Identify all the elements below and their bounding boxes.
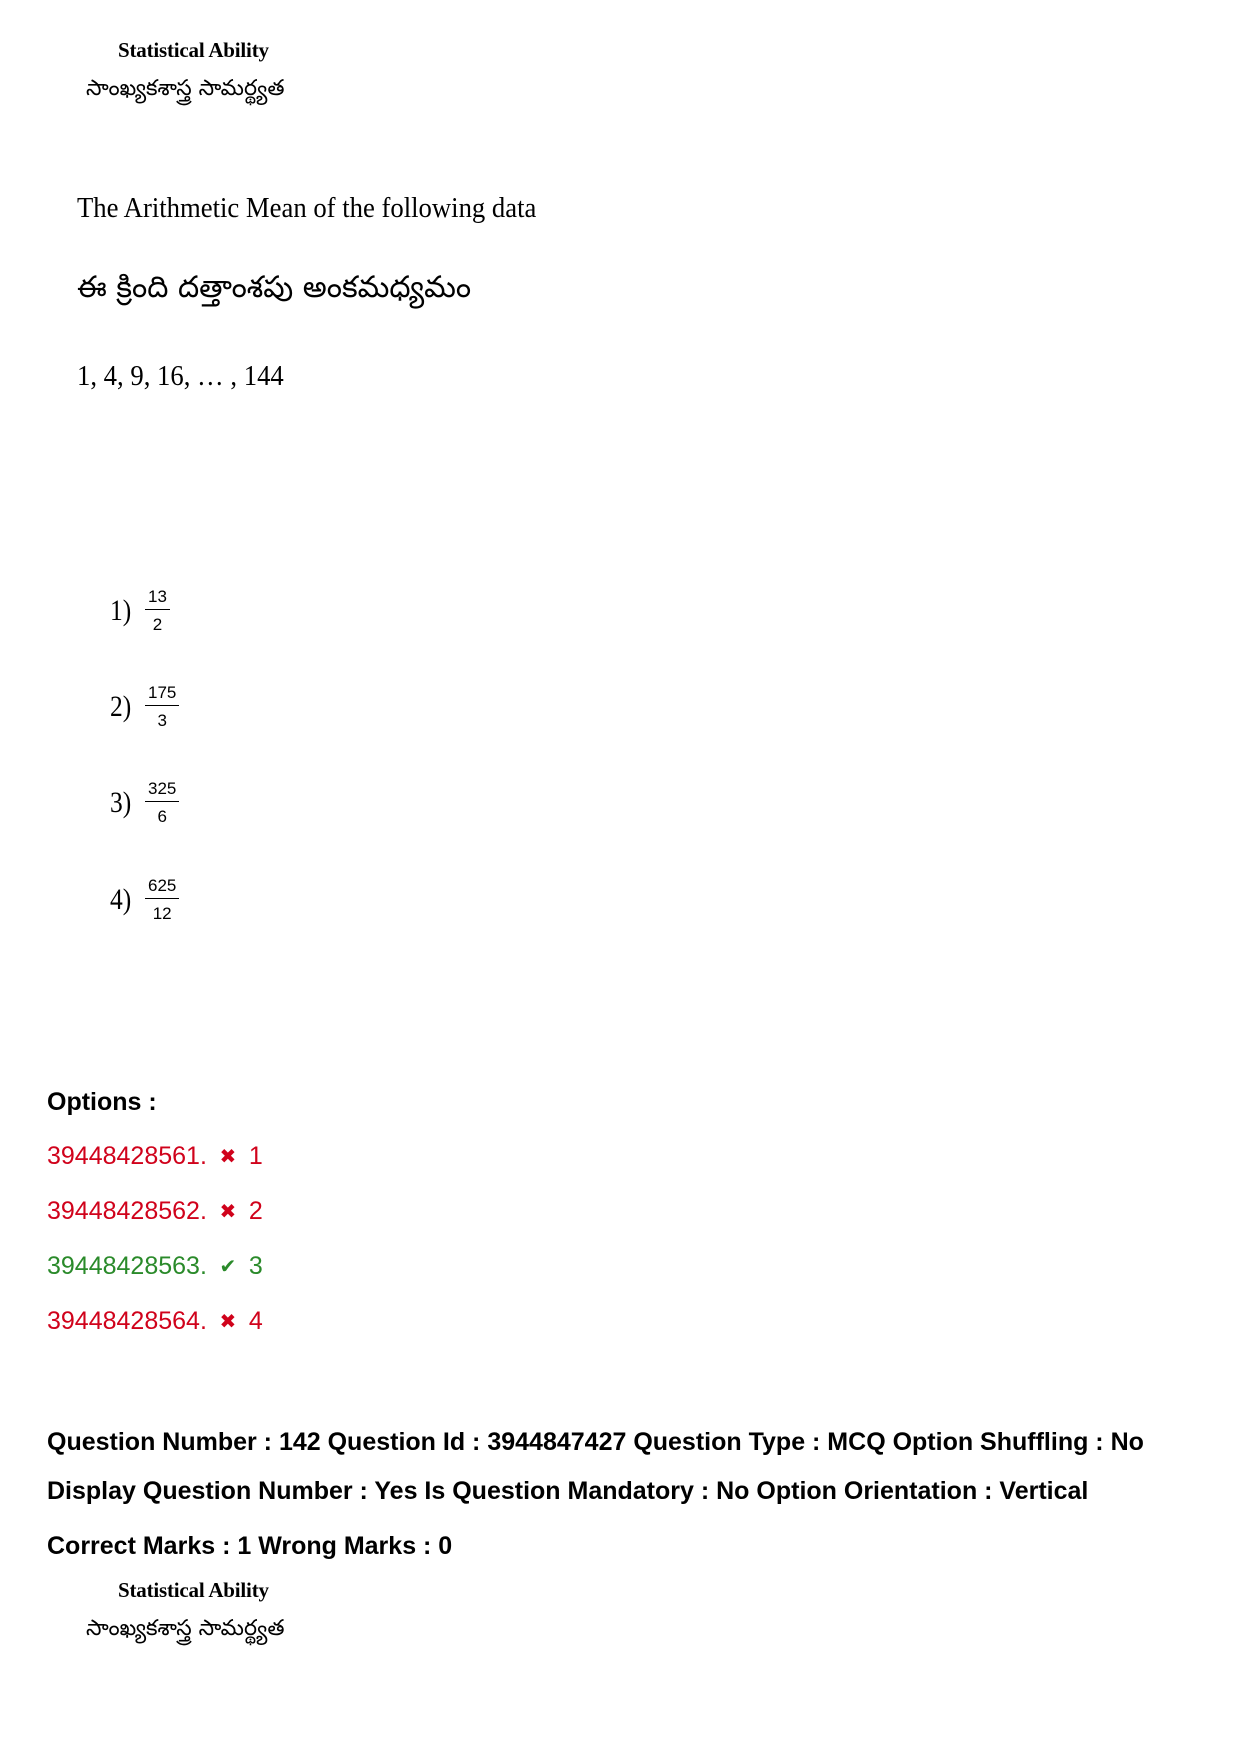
cross-icon: ✖: [219, 1146, 237, 1168]
question-sequence: 1, 4, 9, 16, … , 144: [77, 360, 284, 392]
fraction: [145, 780, 179, 825]
option-value: 4: [248, 1307, 263, 1335]
options-heading: Options :: [47, 1088, 157, 1116]
option-row-4: [47, 1307, 263, 1336]
question-meta-line-2: Display Question Number : Yes Is Question Mandatory : No Option Orientation : Vertical: [47, 1477, 1089, 1505]
subject-title-te: సాంఖ్యకశాస్త్ర సామర్థ్యత: [86, 76, 285, 101]
fraction: [145, 684, 179, 729]
fraction: [145, 588, 170, 633]
answer-choice-1: [110, 588, 170, 633]
fraction-numerator: 175: [145, 684, 179, 706]
answer-choice-label: 1): [110, 593, 132, 627]
option-row-1: [47, 1142, 263, 1171]
question-text-te: ఈ క్రింది దత్తాంశపు అంకమధ్యమం: [77, 270, 472, 305]
fraction-denominator: 2: [152, 615, 163, 634]
option-id: 39448428564.: [47, 1307, 207, 1335]
next-subject-title-te: సాంఖ్యకశాస్త్ర సామర్థ్యత: [86, 1616, 285, 1641]
answer-choice-label: 4): [110, 882, 132, 916]
option-id: 39448428563.: [47, 1252, 207, 1280]
question-meta-line-3: Correct Marks : 1 Wrong Marks : 0: [47, 1532, 453, 1560]
fraction-numerator: 13: [145, 588, 170, 610]
fraction-denominator: 3: [157, 711, 167, 730]
fraction-numerator: 325: [145, 780, 179, 802]
option-value: 3: [248, 1252, 263, 1280]
fraction: [145, 877, 179, 922]
next-subject-title-en: Statistical Ability: [118, 1578, 269, 1602]
subject-title-en: Statistical Ability: [118, 38, 269, 62]
question-text-en: The Arithmetic Mean of the following data: [77, 192, 537, 224]
answer-choice-label: 3): [110, 785, 132, 819]
option-value: 2: [248, 1197, 263, 1225]
check-icon: ✔: [219, 1256, 237, 1278]
answer-choice-4: [110, 877, 179, 922]
option-row-3: [47, 1252, 263, 1281]
answer-choice-label: 2): [110, 689, 132, 723]
option-value: 1: [248, 1142, 263, 1170]
fraction-denominator: 12: [152, 904, 172, 923]
cross-icon: ✖: [219, 1311, 237, 1333]
fraction-numerator: 625: [145, 877, 179, 899]
answer-choice-3: [110, 780, 179, 825]
option-id: 39448428561.: [47, 1142, 207, 1170]
fraction-denominator: 6: [157, 807, 167, 826]
option-row-2: [47, 1197, 263, 1226]
option-id: 39448428562.: [47, 1197, 207, 1225]
answer-choice-2: [110, 684, 179, 729]
cross-icon: ✖: [219, 1201, 237, 1223]
question-meta-line-1: Question Number : 142 Question Id : 3944847427 Question Type : MCQ Option Shuffling : No: [47, 1428, 1144, 1456]
